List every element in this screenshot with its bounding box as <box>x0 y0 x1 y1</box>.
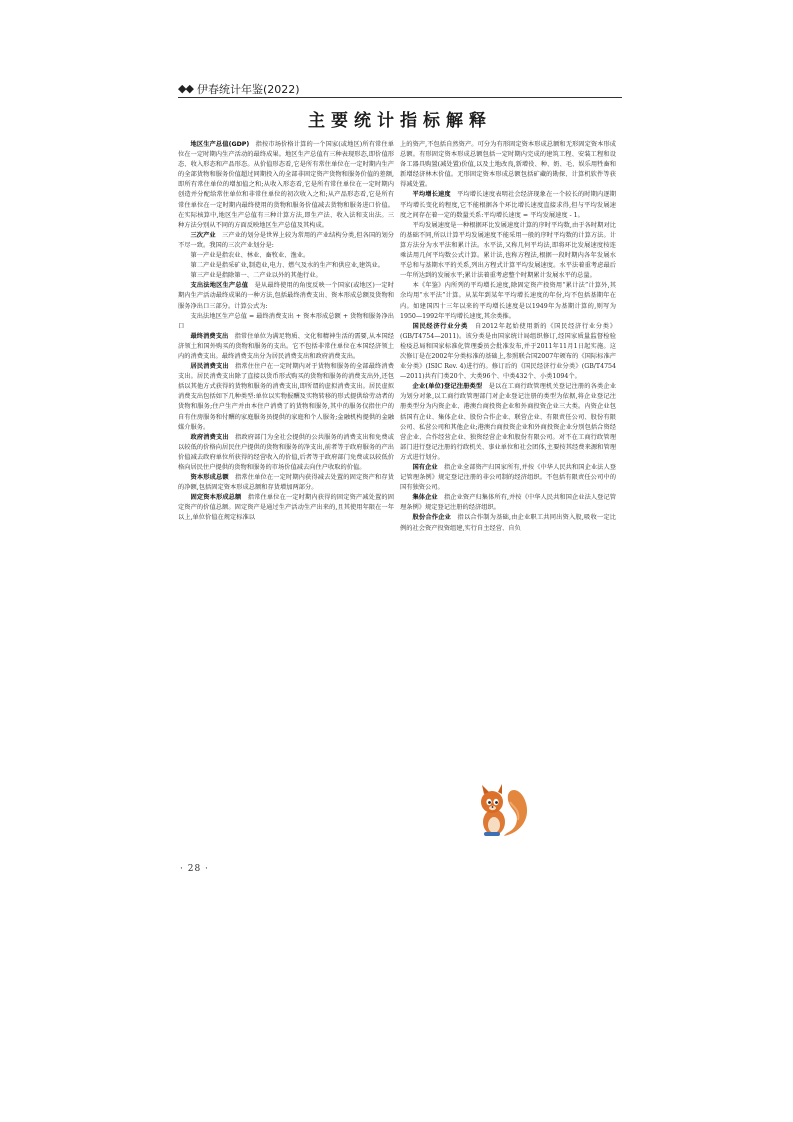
book-title: 伊春统计年鉴(2022) <box>197 83 300 96</box>
term-heading: 集体企业 <box>412 494 438 502</box>
paragraph-text: 第二产业是指采矿业,制造业,电力、燃气及水的生产和供应业,建筑业。 <box>190 262 384 270</box>
squirrel-tail <box>504 790 527 836</box>
right-text-column <box>400 140 616 855</box>
term-heading: 国民经济行业分类 <box>412 322 469 330</box>
term-heading: 企业(单位)登记注册类型 <box>412 383 483 391</box>
paragraph-text: 平均增长速度表明社会经济现象在一个较长的时期内逐期平均增长变化的程度,它不能根据各个环比增长速度直接求得,但与平均发展速度之间存在着一定的数量关系:平均增长速度 = 平均发展速度 - 1。 <box>400 191 616 219</box>
paragraph-text: 自2012年起始使用新的《国民经济行业分类》(GB/T4754—2011)。该分类是由国家统计局组织修订,经国家质量监督检验检疫总局和国家标准化管理委员会批准发布,并于2011年11月1日起实施。这次修订是在2002年分类标准的基础上,参照联合国2007年颁布的《国际标准产业分类》(ISIC Rev. 4)进行的。修订后的《国民经济行业分类》(GB/T4754—2011)共有门类20个、大类96个、中类432个、小类1094个。 <box>400 322 616 381</box>
paragraph-text: 第一产业是指农业、林业、畜牧业、渔业。 <box>190 252 310 260</box>
paragraph-text: 是从最终使用的角度反映一个国家(或地区)一定时期内生产活动最终成果的一种方法,包括最终消费支出、资本形成总额及货物和服务净出口三部分。计算公式为: <box>178 282 394 310</box>
paragraph-text: 指以合作制为基础,由企业职工共同出资入股,吸收一定比例的社会资产投资组建,实行自主经营、自负 <box>400 514 616 532</box>
page-number: · 28 · <box>180 864 209 874</box>
paragraph-text: 指企业资产归集体所有,并按《中华人民共和国企业法人登记管理条例》规定登记注册的经济组织。 <box>400 494 616 512</box>
paragraph-text: 指按市场价格计算的一个国家(或地区)所有常住单位在一定时期内生产活动的最终成果。地区生产总值有三种表现形态,即价值形态、收入形态和产品形态。从价值形态看,它是所有常住单位在一定时期内生产的全部货物和服务价值超过同期投入的全部非固定资产货物和服务价值的差额,即所有常住单位的增加值之和;从收入形态看,它是所有常住单位在一定时期内创造并分配给常住单位和非常住单位的初次收入之和;从产品形态看,它是所有常住单位在一定时期内最终使用的货物和服务价值减去货物和服务进口价值。在实际核算中,地区生产总值有三种计算方法,即生产法、收入法和支出法。三种方法分别从不同的方面反映地区生产总值及其构成。 <box>178 141 394 229</box>
paragraph <box>178 433 394 473</box>
paragraph <box>400 281 616 321</box>
paragraph-text: 上的资产,不包括自然资产。可分为有形固定资本形成总额和无形固定资本形成总额。有形固定资本形成总额包括一定时期内完成的建筑工程、安装工程和设备工器具购置(减处置)价值,以及土地改良,新增役、种、奶、毛、娱乐用牲畜和新增经济林木价值。无形固定资本形成总额包括矿藏的勘探、计算机软件等获得减处置。 <box>400 141 616 189</box>
paragraph-text: 指企业全部资产归国家所有,并按《中华人民共和国企业法人登记管理条例》规定登记注册的非公司制的经济组织。不包括有限责任公司中的国有独资公司。 <box>400 464 616 492</box>
header-diamond-icon: ◆◆ <box>178 82 193 95</box>
paragraph <box>400 513 616 533</box>
paragraph-text: 平均发展速度是一种根据环比发展速度计算的序时平均数,由于各时期对比的基础不同,所以计算平均发展速度不能采用一般的序时平均数的计算方法。计算方法分为水平法和累计法。水平法,又称几何平均法,即将环比发展速度按连乘法用几何平均数公式计算。累计法,也称方程法,根据一段时期内各年发展水平总和与基期水平的关系,列出方程式计算平均发展速度。水平法着重考虑最后一年所达到的发展水平;累计法着重考虑整个时期累计发展水平的总量。 <box>400 221 616 280</box>
paragraph <box>178 332 394 362</box>
paragraph-text: 第三产业是指除第一、二产业以外的其他行业。 <box>190 272 322 280</box>
paragraph-text: 三产业的划分是世界上较为常用的产业结构分类,但各国的划分不尽一致。我国的三次产业划分是: <box>178 231 394 249</box>
paragraph <box>178 493 394 523</box>
paragraph <box>178 140 394 231</box>
paragraph-text: 是以在工商行政管理机关登记注册的各类企业为划分对象,以工商行政管理部门对企业登记注册的类型为依据,将企业登记注册类型分为内资企业、港澳台商投资企业和外商投资企业三大类。内资企业包括国有企业、集体企业、股份合作企业、联营企业、有限责任公司、股份有限公司、私营公司和其他企业;港澳台商投资企业和外商投资企业分别包括合资经营企业、合作经营企业、独资经营企业和股份有限公司。对不在工商行政管理部门进行登记注册的行政机关、事业单位和社会团体,主要按其经费来源和管理方式进行划分。 <box>400 383 616 461</box>
paragraph <box>400 493 616 513</box>
term-heading: 三次产业 <box>190 231 216 239</box>
paragraph <box>178 362 394 433</box>
paragraph <box>400 463 616 493</box>
paragraph-text: 指常住住户在一定时期内对于货物和服务的全部最终消费支出。居民消费支出除了直接以货币形式购买的货物和服务的消费支出外,还包括以其他方式获得的货物和服务的消费支出,即所谓的虚拟消费支出。居民虚拟消费支出包括如下几种类型:单位以实物报酬及实物转移的形式提供给劳动者的货物和服务;住户生产并由本住户消费了的货物和服务,其中的服务仅指住户的自有住房服务和付酬的家庭服务员提供的家庭和个人服务;金融机构提供的金融媒介服务。 <box>178 363 394 431</box>
paragraph <box>178 312 394 332</box>
paragraph <box>400 190 616 220</box>
paragraph <box>178 271 394 281</box>
paragraph-text: 支出法地区生产总值 = 最终消费支出 + 资本形成总额 + 货物和服务净出口 <box>178 312 394 330</box>
term-heading: 支出法地区生产总值 <box>190 282 249 290</box>
term-heading: 平均增长速度 <box>412 191 451 199</box>
term-heading: 最终消费支出 <box>190 332 229 340</box>
left-text-column <box>178 140 394 855</box>
paragraph <box>400 221 616 282</box>
paragraph <box>178 251 394 261</box>
paragraph-text: 指常住单位在一定时期内获得减去处置的固定资产和存货的净额,包括固定资本形成总额和存货增加两部分。 <box>178 474 394 492</box>
term-heading: 地区生产总值(GDP) <box>190 141 250 148</box>
paragraph-text: 本《年鉴》内所列的平均增长速度,除固定资产投资用“累计法”计算外,其余均用“水平法”计算。从某年到某年平均增长速度的年份,均不包括基期年在内。如建国四十三年以来的平均增长速度是以1949年为基期计算的,则写为1950—1992年平均增长速度,其余类推。 <box>400 282 616 320</box>
paragraph-text: 指常住单位为满足物质、文化和精神生活的需要,从本国经济领土和国外购买的货物和服务的支出。它不包括非常住单位在本国经济领土内的消费支出。最终消费支出分为居民消费支出和政府消费支出。 <box>178 332 394 360</box>
paragraph <box>400 140 616 190</box>
page-title: 主要统计指标解释 <box>308 111 492 131</box>
paragraph <box>178 231 394 251</box>
squirrel-mascot-watermark <box>470 780 532 842</box>
paragraph <box>178 261 394 271</box>
term-heading: 股份合作企业 <box>412 514 452 522</box>
term-heading: 国有企业 <box>412 464 438 471</box>
term-heading: 资本形成总额 <box>190 474 229 482</box>
paragraph-text: 指常住单位在一定时期内获得的固定资产减处置的固定资产的价值总额。固定资产是通过生产活动生产出来的,且其使用年限在一年以上,单位价值在规定标准以 <box>178 494 394 522</box>
paragraph-text: 指政府部门为全社会提供的公共服务的消费支出和免费或以较低的价格向居民住户提供的货物和服务的净支出,前者等于政府服务的产出价值减去政府单位所获得的经营收入的价值,后者等于政府部门免费或以较低价格向居民住户提供的货物和服务的市场价值减去向住户收取的价值。 <box>178 433 394 471</box>
paragraph <box>178 473 394 493</box>
term-heading: 政府消费支出 <box>190 433 229 441</box>
term-heading: 居民消费支出 <box>190 363 229 371</box>
term-heading: 固定资本形成总额 <box>190 494 242 502</box>
header-rule <box>178 97 622 98</box>
paragraph <box>400 382 616 463</box>
paragraph <box>400 322 616 383</box>
running-header <box>178 80 622 100</box>
paragraph <box>178 281 394 311</box>
